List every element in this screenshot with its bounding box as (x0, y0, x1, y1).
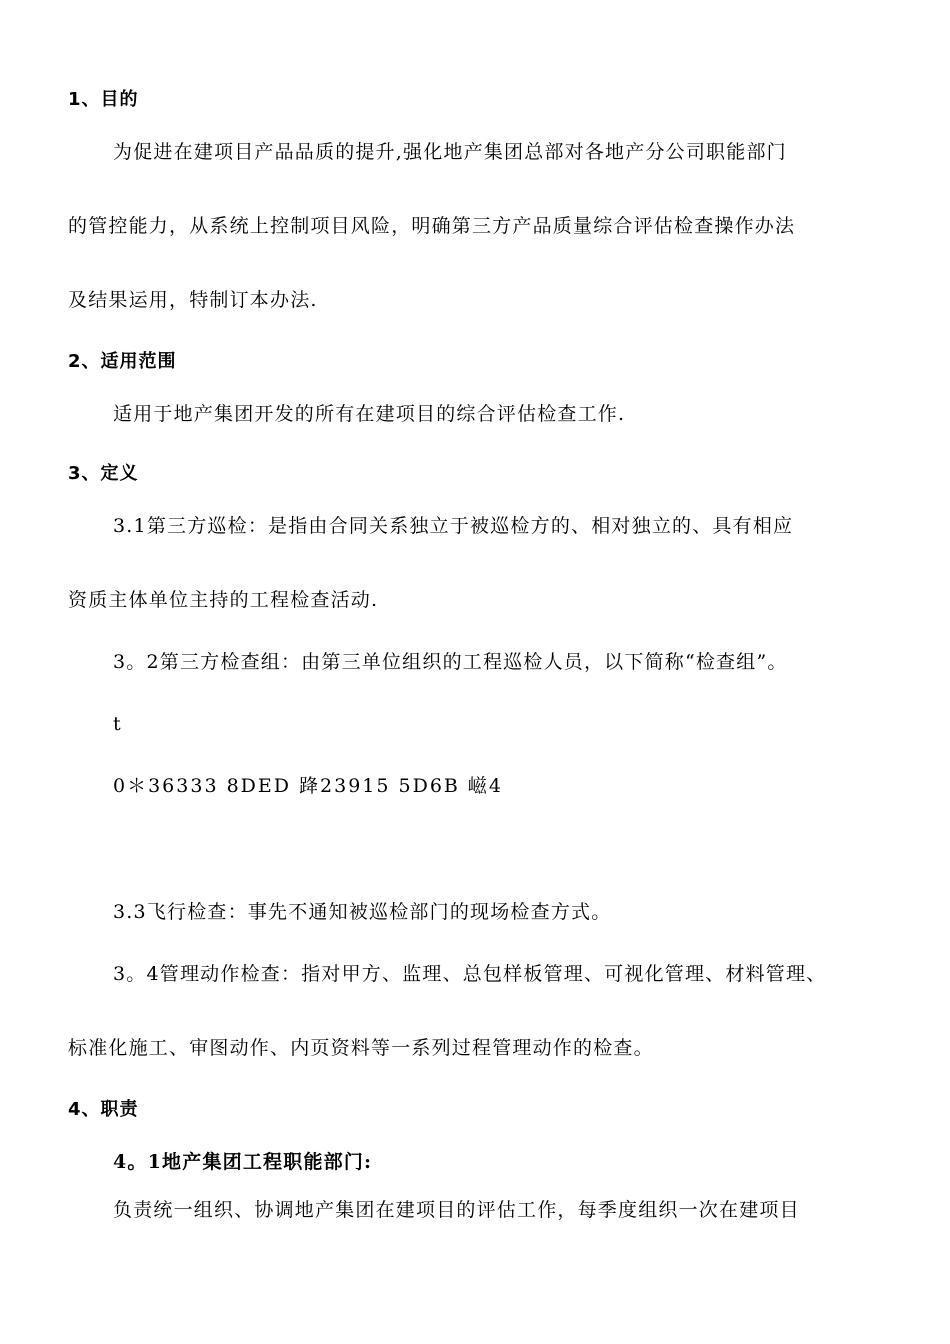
section-1-paragraph-line-2: 的管控能力，从系统上控制项目风险，明确第三方产品质量综合评估检查操作办法 (68, 215, 796, 237)
section-2-paragraph: 适用于地产集团开发的所有在建项目的综合评估检查工作. (113, 403, 626, 425)
section-4-paragraph-line-1: 负责统一组织、协调地产集团在建项目的评估工作，每季度组织一次在建项目 (113, 1199, 800, 1221)
reference-code-line: 0＊36333 8DED 跭23915 5D6B 嵫4 (113, 775, 504, 797)
subsection-4-1-heading: 4。1地产集团工程职能部门: (113, 1151, 373, 1173)
section-2-heading: 2、适用范围 (68, 351, 177, 372)
section-4-heading: 4、职责 (68, 1099, 139, 1120)
definition-3-1-line-2: 资质主体单位主持的工程检查活动. (68, 589, 379, 611)
definition-3-1-line-1: 3.1第三方巡检：是指由合同关系独立于被巡检方的、相对独立的、具有相应 (113, 515, 794, 537)
definition-3-4-line-2: 标准化施工、审图动作、内页资料等一系列过程管理动作的检查。 (68, 1037, 654, 1059)
definition-3-2: 3。2第三方检查组：由第三单位组织的工程巡检人员，以下简称“检查组”。 (113, 651, 788, 673)
section-3-heading: 3、定义 (68, 463, 139, 484)
definition-3-4-line-1: 3。4管理动作检查：指对甲方、监理、总包样板管理、可视化管理、材料管理、 (113, 963, 827, 985)
section-1-paragraph-line-3: 及结果运用，特制订本办法. (68, 289, 318, 311)
stray-text: t (113, 713, 122, 735)
definition-3-3: 3.3飞行检查：事先不通知被巡检部门的现场检查方式。 (113, 901, 612, 923)
section-1-heading: 1、目的 (68, 89, 139, 110)
section-1-paragraph-line-1: 为促进在建项目产品品质的提升,强化地产集团总部对各地产分公司职能部门 (113, 141, 787, 163)
